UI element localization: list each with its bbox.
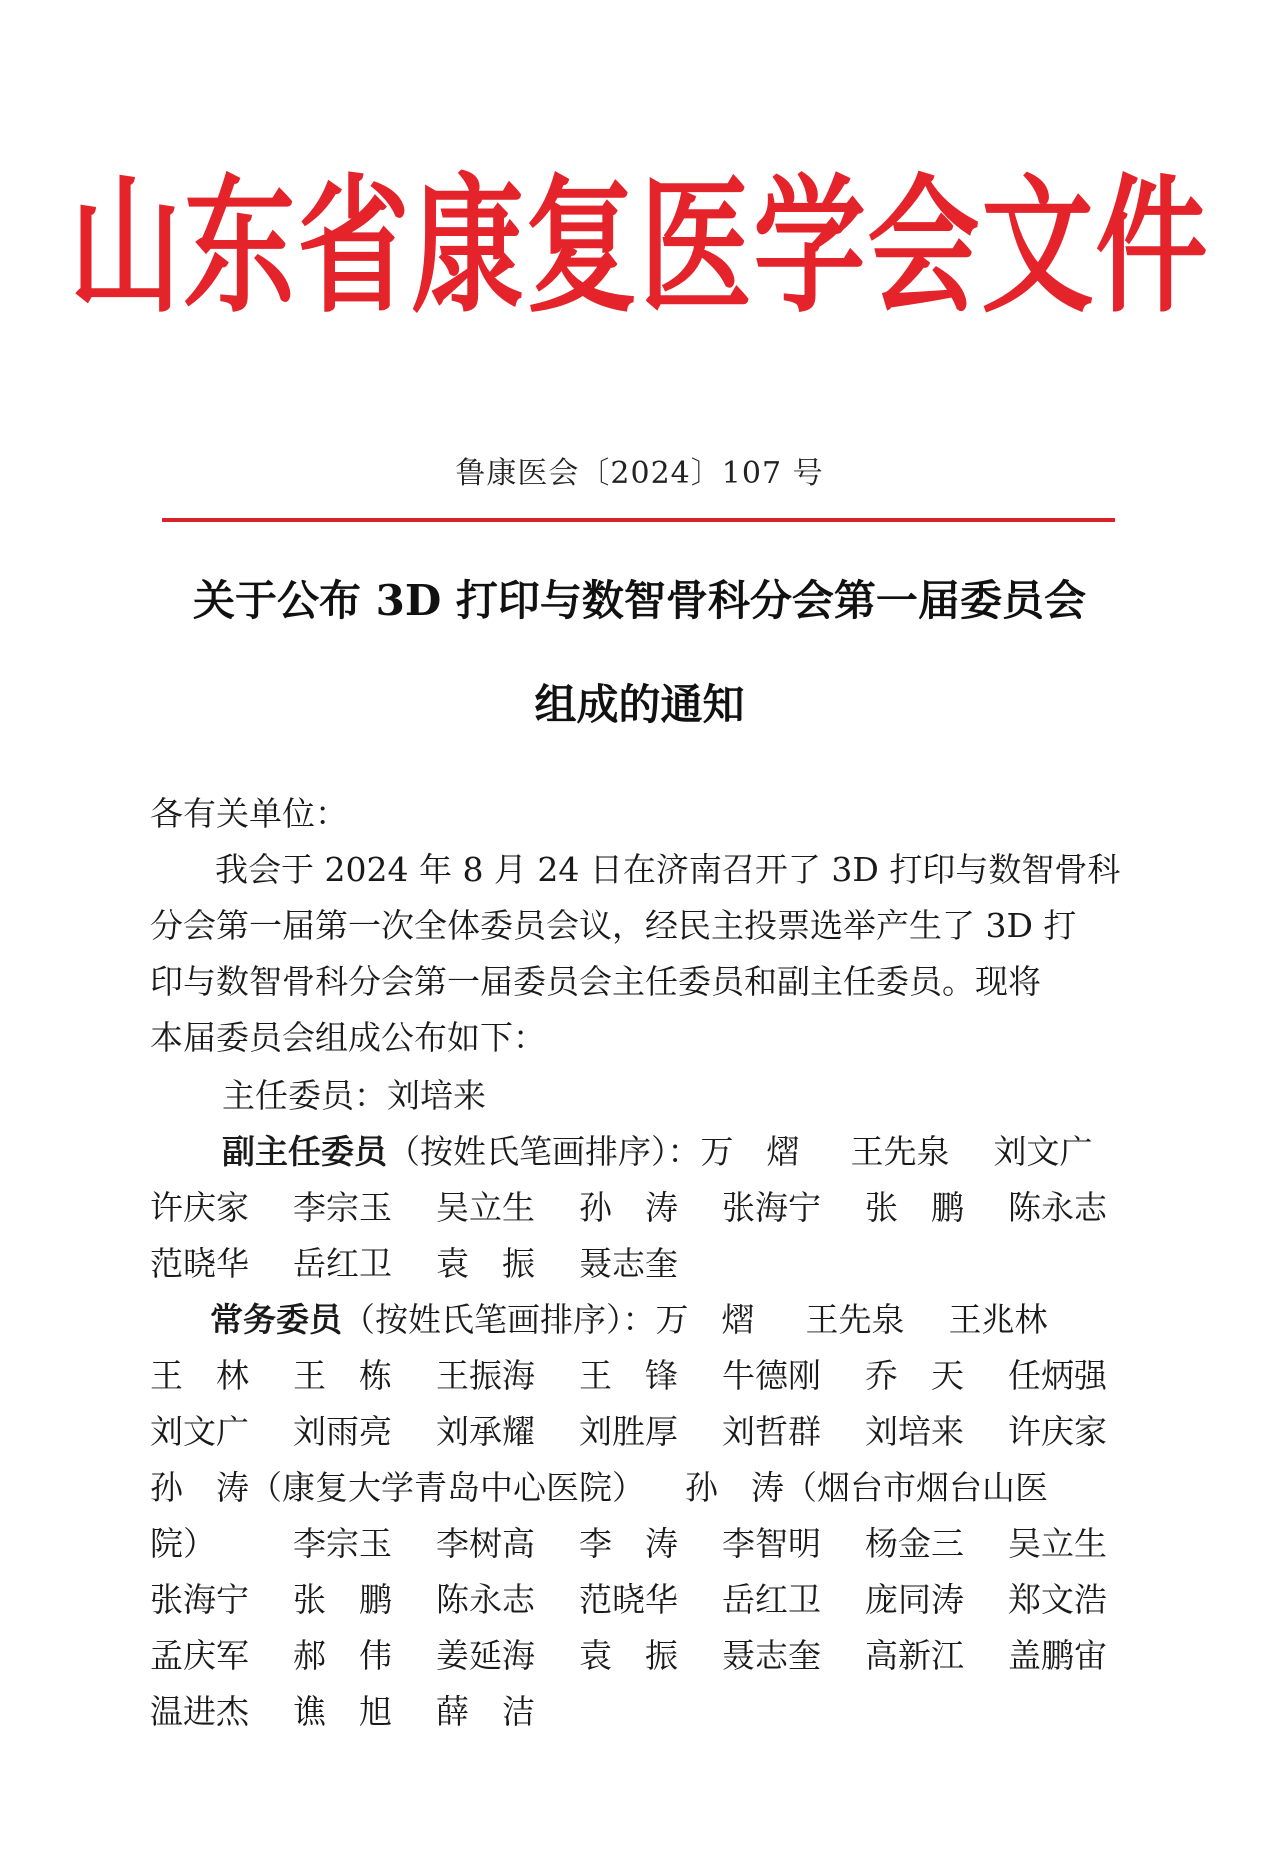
- document-number: 鲁康医会〔2024〕107 号: [455, 456, 824, 491]
- paragraph-line-2: 分会第一届第一次全体委员会议，经民主投票选举产生了 3D 打: [150, 906, 1077, 945]
- vice-director-name: 聂志奎: [579, 1244, 678, 1283]
- standing-member-name: 庞同涛: [865, 1580, 964, 1619]
- vice-director-name: 张 鹏: [865, 1188, 964, 1227]
- standing-member-name: 刘承耀: [436, 1412, 535, 1451]
- paragraph-line-1: 我会于 2024 年 8 月 24 日在济南召开了 3D 打印与数智骨科: [182, 850, 1121, 889]
- standing-member-name: 郑文浩: [1008, 1580, 1107, 1619]
- standing-member-name: 张 鹏: [293, 1580, 392, 1619]
- standing-member-name: 李 涛: [579, 1524, 678, 1563]
- standing-member-name: 刘雨亮: [293, 1412, 392, 1451]
- standing-member-name: 温进杰: [150, 1692, 249, 1731]
- standing-member-name: 乔 天: [865, 1356, 964, 1395]
- standing-member-name: 李智明: [722, 1524, 821, 1563]
- standing-member-name: 孙 涛（烟台市烟台山医: [685, 1468, 1048, 1507]
- paragraph-line-4: 本届委员会组成公布如下：: [150, 1018, 546, 1057]
- name-row: [150, 1180, 1140, 1236]
- vice-director-name: 张海宁: [722, 1188, 821, 1227]
- standing-member-name: 盖鹏宙: [1008, 1636, 1107, 1675]
- vice-director-name: 陈永志: [1008, 1188, 1107, 1227]
- name-row: [150, 1628, 1140, 1684]
- standing-member-name: 聂志奎: [722, 1636, 821, 1675]
- director-label: 主任委员：: [222, 1076, 387, 1115]
- vice-directors-note: （按姓氏笔画排序）：: [387, 1132, 701, 1171]
- vice-director-name: 刘文广: [993, 1132, 1093, 1171]
- vice-director-name: 李宗玉: [293, 1188, 392, 1227]
- name-row: [150, 1460, 1140, 1516]
- name-row: [150, 1572, 1140, 1628]
- standing-member-name: 姜延海: [436, 1636, 535, 1675]
- vice-directors-label: 副主任委员: [222, 1132, 387, 1171]
- name-row: [150, 1236, 1140, 1292]
- name-row: [150, 1516, 1140, 1572]
- standing-member-name: 王 锋: [579, 1356, 678, 1395]
- standing-member-name: 张海宁: [150, 1580, 249, 1619]
- standing-member-name: 陈永志: [436, 1580, 535, 1619]
- standing-member-name: 刘培来: [865, 1412, 964, 1451]
- standing-member-name: 王 栋: [293, 1356, 392, 1395]
- standing-member-name: 袁 振: [579, 1636, 678, 1675]
- paragraph-line-3: 印与数智骨科分会第一届委员会主任委员和副主任委员。现将: [150, 962, 1041, 1001]
- standing-member-name: 刘胜厚: [579, 1412, 678, 1451]
- vice-director-name: 王先泉: [850, 1132, 950, 1171]
- standing-member-name: 岳红卫: [722, 1580, 821, 1619]
- standing-member-name: 万 熠: [655, 1300, 755, 1339]
- notice-title-line-2: 组成的通知: [534, 680, 745, 729]
- name-row: [150, 1348, 1140, 1404]
- vice-director-name: 万 熠: [700, 1132, 800, 1171]
- salutation: 各有关单位：: [150, 794, 348, 833]
- name-row: [150, 1404, 1140, 1460]
- vice-director-name: 范晓华: [150, 1244, 249, 1283]
- standing-member-name: 牛德刚: [722, 1356, 821, 1395]
- name-row: [150, 1684, 1140, 1740]
- standing-members-list: [150, 1348, 1140, 1740]
- standing-member-name: 谯 旭: [293, 1692, 392, 1731]
- standing-member-name: 高新江: [865, 1636, 964, 1675]
- standing-member-name: 薛 洁: [436, 1692, 535, 1731]
- standing-member-name: 杨金三: [865, 1524, 964, 1563]
- red-divider-rule: [162, 518, 1115, 522]
- vice-directors-heading: [222, 1124, 1202, 1180]
- standing-member-name: 王振海: [436, 1356, 535, 1395]
- vice-director-name: 岳红卫: [293, 1244, 392, 1283]
- standing-members-heading: [210, 1292, 1190, 1348]
- standing-member-name: 李树高: [436, 1524, 535, 1563]
- standing-member-name: 郝 伟: [293, 1636, 392, 1675]
- standing-member-name: 刘文广: [150, 1412, 249, 1451]
- standing-member-name: 范晓华: [579, 1580, 678, 1619]
- standing-member-name: 王 林: [150, 1356, 249, 1395]
- standing-member-name: 吴立生: [1008, 1524, 1107, 1563]
- standing-member-name: 任炳强: [1008, 1356, 1107, 1395]
- standing-member-name: 许庆家: [1008, 1412, 1107, 1451]
- director-name: 刘培来: [387, 1076, 486, 1115]
- standing-member-name: 院）: [150, 1524, 216, 1563]
- director-line: [222, 1068, 1202, 1124]
- standing-member-name: 孟庆军: [150, 1636, 249, 1675]
- notice-title-line-1: 关于公布 3D 打印与数智骨科分会第一届委员会: [193, 576, 1086, 625]
- standing-members-note: （按姓氏笔画排序）：: [342, 1300, 656, 1339]
- vice-director-name: 袁 振: [436, 1244, 535, 1283]
- standing-member-name: 李宗玉: [293, 1524, 392, 1563]
- vice-directors-list: [150, 1180, 1140, 1292]
- standing-member-name: 王先泉: [805, 1300, 905, 1339]
- vice-director-name: 许庆家: [150, 1188, 249, 1227]
- standing-member-name: 刘哲群: [722, 1412, 821, 1451]
- vice-director-name: 孙 涛: [579, 1188, 678, 1227]
- document-masthead: 山东省康复医学会文件: [69, 167, 1210, 331]
- standing-members-label: 常务委员: [210, 1300, 342, 1339]
- standing-member-name: 孙 涛（康复大学青岛中心医院）: [150, 1468, 645, 1507]
- standing-member-name: 王兆林: [948, 1300, 1048, 1339]
- vice-director-name: 吴立生: [436, 1188, 535, 1227]
